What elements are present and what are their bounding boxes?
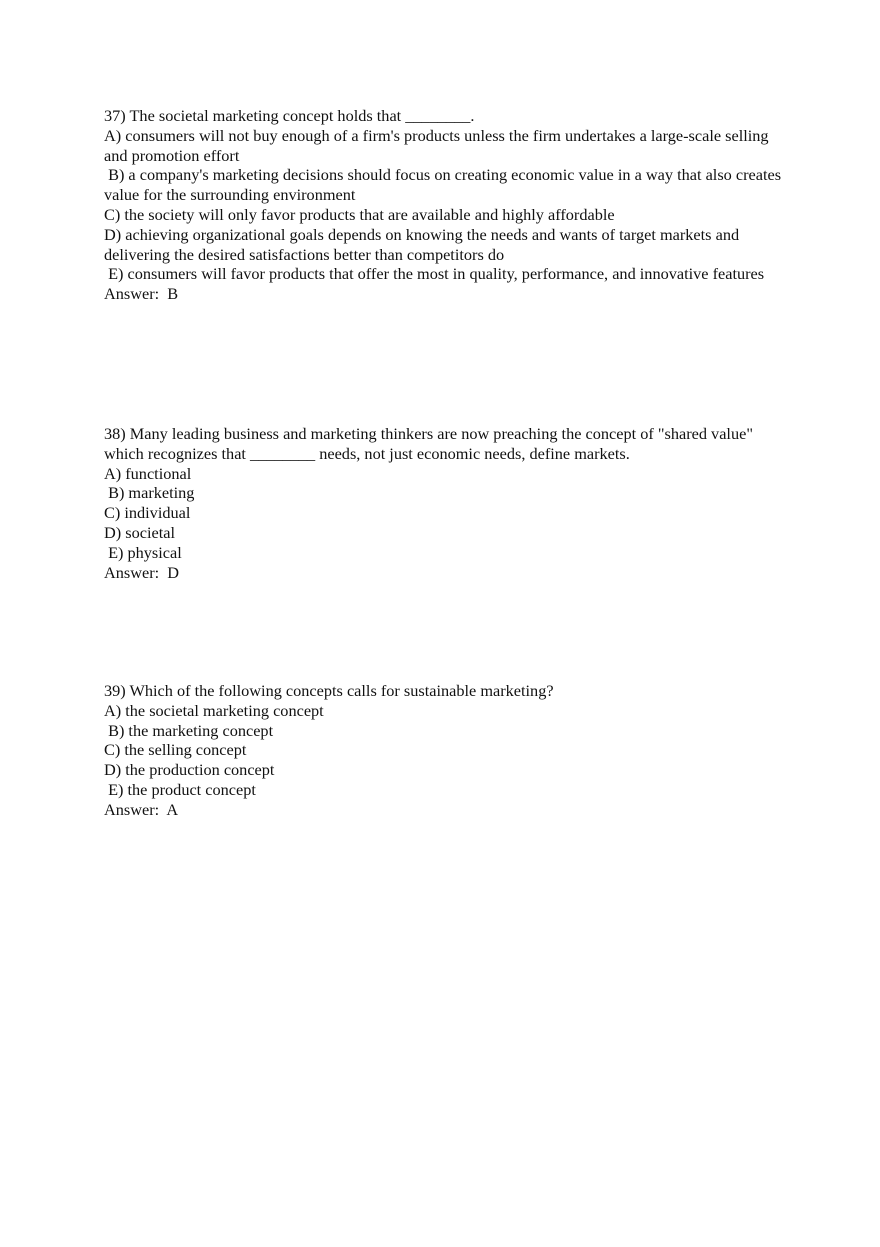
option-c: C) individual — [104, 503, 191, 523]
question-39 — [104, 681, 784, 820]
option-c: C) the society will only favor products that are available and highly affordable — [104, 204, 615, 224]
option-a: A) the societal marketing concept — [104, 700, 324, 720]
option-c: C) the selling concept — [104, 740, 247, 760]
answer: Answer: A — [104, 799, 179, 819]
option-e: E) the product concept — [104, 779, 256, 799]
answer: Answer: D — [104, 562, 180, 582]
answer: Answer: B — [104, 284, 179, 304]
option-e: E) consumers will favor products that offer the most in quality, performance, and innovative features — [104, 264, 765, 284]
option-d: D) the production concept — [104, 760, 275, 780]
question-37 — [104, 106, 784, 304]
option-e: E) physical — [104, 542, 182, 562]
question-38 — [104, 424, 784, 582]
option-b: B) the marketing concept — [104, 720, 274, 740]
question-stem: 39) Which of the following concepts calls for sustainable marketing? — [104, 681, 554, 700]
question-stem: 37) The societal marketing concept holds that ________. — [104, 106, 475, 125]
option-b: B) a company's marketing decisions should focus on creating economic value in a way that also creates value for the surrounding environment — [104, 165, 786, 205]
option-d: D) societal — [104, 522, 175, 542]
option-d: D) achieving organizational goals depends on knowing the needs and wants of target markets and delivering the desired satisfactions better than competitors do — [104, 224, 744, 264]
option-a: A) functional — [104, 463, 192, 483]
question-stem: 38) Many leading business and marketing thinkers are now preaching the concept of "shared value" which recognizes that ________ needs, not just economic needs, define markets. — [104, 424, 758, 463]
option-a: A) consumers will not buy enough of a firm's products unless the firm undertakes a large-scale selling and promotion effort — [104, 125, 773, 165]
option-b: B) marketing — [104, 483, 195, 503]
